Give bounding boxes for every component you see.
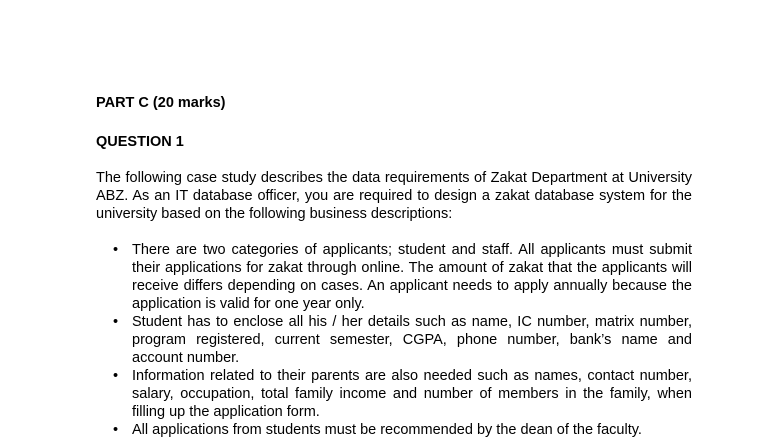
- list-item: [113, 421, 692, 439]
- list-item-text: Student has to enclose all his / her details such as name, IC number, matrix number, program registered, current semester, CGPA, phone number, bank’s name and account number.: [132, 314, 692, 366]
- list-item: [113, 241, 692, 313]
- part-heading: PART C (20 marks): [96, 95, 226, 111]
- bullet-icon: •: [113, 422, 119, 438]
- bullet-icon: •: [113, 314, 119, 330]
- list-item: [113, 367, 692, 421]
- bullet-icon: •: [113, 242, 119, 258]
- requirements-list: [113, 241, 692, 439]
- list-item-text: There are two categories of applicants; student and staff. All applicants must submit their applications for zakat through online. The amount of zakat that the applicants will receive differs depending on cases. An applicant needs to apply annually because the application is valid for one year only.: [132, 242, 692, 312]
- list-item-text: All applications from students must be recommended by the dean of the faculty.: [132, 422, 642, 438]
- list-item-text: Information related to their parents are also needed such as names, contact number, salary, occupation, total family income and number of members in the family, when filling up the application form.: [132, 368, 692, 420]
- bullet-icon: •: [113, 368, 119, 384]
- intro-paragraph: The following case study describes the data requirements of Zakat Department at University ABZ. As an IT database officer, you are required to design a zakat database system for the university based on the following business descriptions:: [96, 170, 692, 222]
- question-heading: QUESTION 1: [96, 134, 184, 150]
- list-item: [113, 313, 692, 367]
